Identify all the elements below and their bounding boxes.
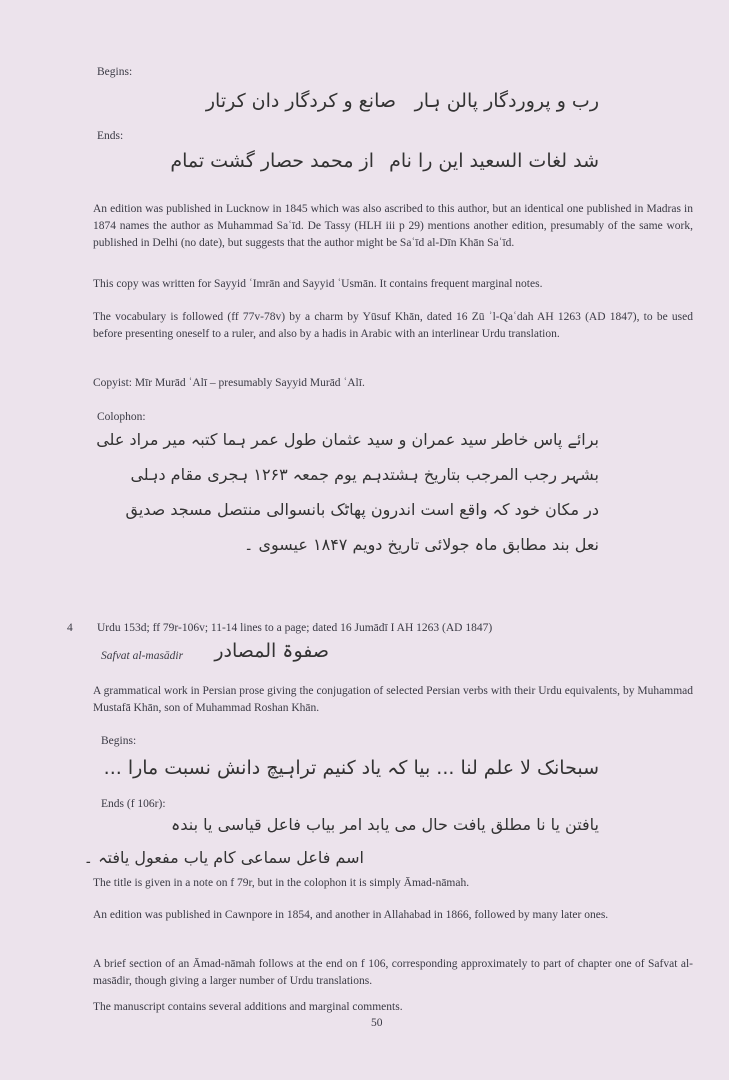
colophon-label: Colophon: — [97, 411, 146, 423]
begins-urdu-line: سبحانک لا علم لنا ... بیا کہ یاد کنیم تراہیچ دانش نسبت مارا ... — [103, 757, 599, 779]
entry-header-line: Urdu 153d; ff 79r-106v; 11-14 lines to a page; dated 16 Jumādī I AH 1263 (AD 1847) — [97, 622, 493, 634]
begins-urdu-verse-right: رب و پروردگار پالن ہار — [414, 90, 599, 112]
title-transliteration: Safvat al-masādir — [101, 650, 184, 662]
begins-label: Begins: — [101, 735, 137, 747]
entry-number: 4 — [67, 622, 73, 634]
copyist-line: Copyist: Mīr Murād ʿAlī – presumably Sayyid Murād ʿAlī. — [93, 377, 365, 389]
ends-label: Ends: — [97, 130, 124, 142]
manuscript-note-paragraph: The manuscript contains several additions and marginal comments. — [93, 1001, 403, 1013]
begins-urdu-verse-left: صانع و کردگار دان کرتار — [205, 90, 396, 112]
description-paragraph: A grammatical work in Persian prose giving the conjugation of selected Persian verbs with their Urdu equivalents, by Muhammad Mustafā Khān, son of Muhammad Roshan Khān. — [93, 685, 693, 714]
ends-urdu-line: یافتن یا نا مطلق یافت حال می یابد امر بیاب فاعل قیاسی یا بندہ — [171, 815, 599, 834]
ends-urdu-verse-right: شد لغات السعید این را نام — [389, 150, 599, 172]
ends-urdu-line: اسم فاعل سماعی کام یاب مفعول یافتہ ۔ — [83, 848, 364, 867]
title-note-paragraph: The title is given in a note on f 79r, but in the colophon it is simply Āmad-nāmah. — [93, 877, 470, 889]
ends-label: Ends (f 106r): — [101, 798, 166, 810]
colophon-line: بشہر رجب المرجب بتاریخ ہشتدہم یوم جمعہ ۱۲۶۳ ہجری مقام دہلی — [130, 465, 599, 484]
edition-paragraph: An edition was published in Lucknow in 1845 which was also ascribed to this author, but an identical one published in Madras in 1874 names the author as Muhammad Saʿīd. De Tassy (HLH iii p 29) mentions another edition, presumably of the same work, published in Delhi (no date), but suggests that the author might be Saʿīd al-Dīn Khān Saʿīd. — [93, 203, 693, 249]
colophon-line: در مکان خود کہ واقع است اندرون پھاٹک بانسوالی منتصل مسجد صدیق — [125, 500, 599, 519]
page-number: 50 — [371, 1017, 383, 1029]
amad-namah-paragraph: A brief section of an Āmad-nāmah follows at the end on f 106, corresponding approximately to part of chapter one of Safvat al-masādir, though giving a larger number of Urdu translations. — [93, 958, 693, 987]
title-urdu: صفوۃ المصادر — [214, 640, 329, 662]
begins-label: Begins: — [97, 66, 133, 78]
vocabulary-paragraph: The vocabulary is followed (ff 77v-78v) by a charm by Yūsuf Khān, dated 16 Zū ʾl-Qaʿdah AH 1263 (AD 1847), to be used before presenting oneself to a ruler, and also by a hadis in Arabic with an interlinear Urdu translation. — [93, 311, 693, 340]
colophon-line: نعل بند مطابق ماہ جولائی تاریخ دویم ۱۸۴۷ عیسوی ۔ — [244, 535, 599, 554]
ends-urdu-verse-left: از محمد حصار گشت تمام — [170, 150, 374, 172]
later-editions-paragraph: An edition was published in Cawnpore in 1854, and another in Allahabad in 1866, followed by many later ones. — [93, 909, 609, 921]
copy-note-paragraph: This copy was written for Sayyid ʿImrān and Sayyid ʿUsmān. It contains frequent marginal notes. — [93, 278, 543, 290]
colophon-line: برائے پاس خاطر سید عمران و سید عثمان طول عمر ہما کتبہ میر مراد علی — [96, 430, 599, 449]
